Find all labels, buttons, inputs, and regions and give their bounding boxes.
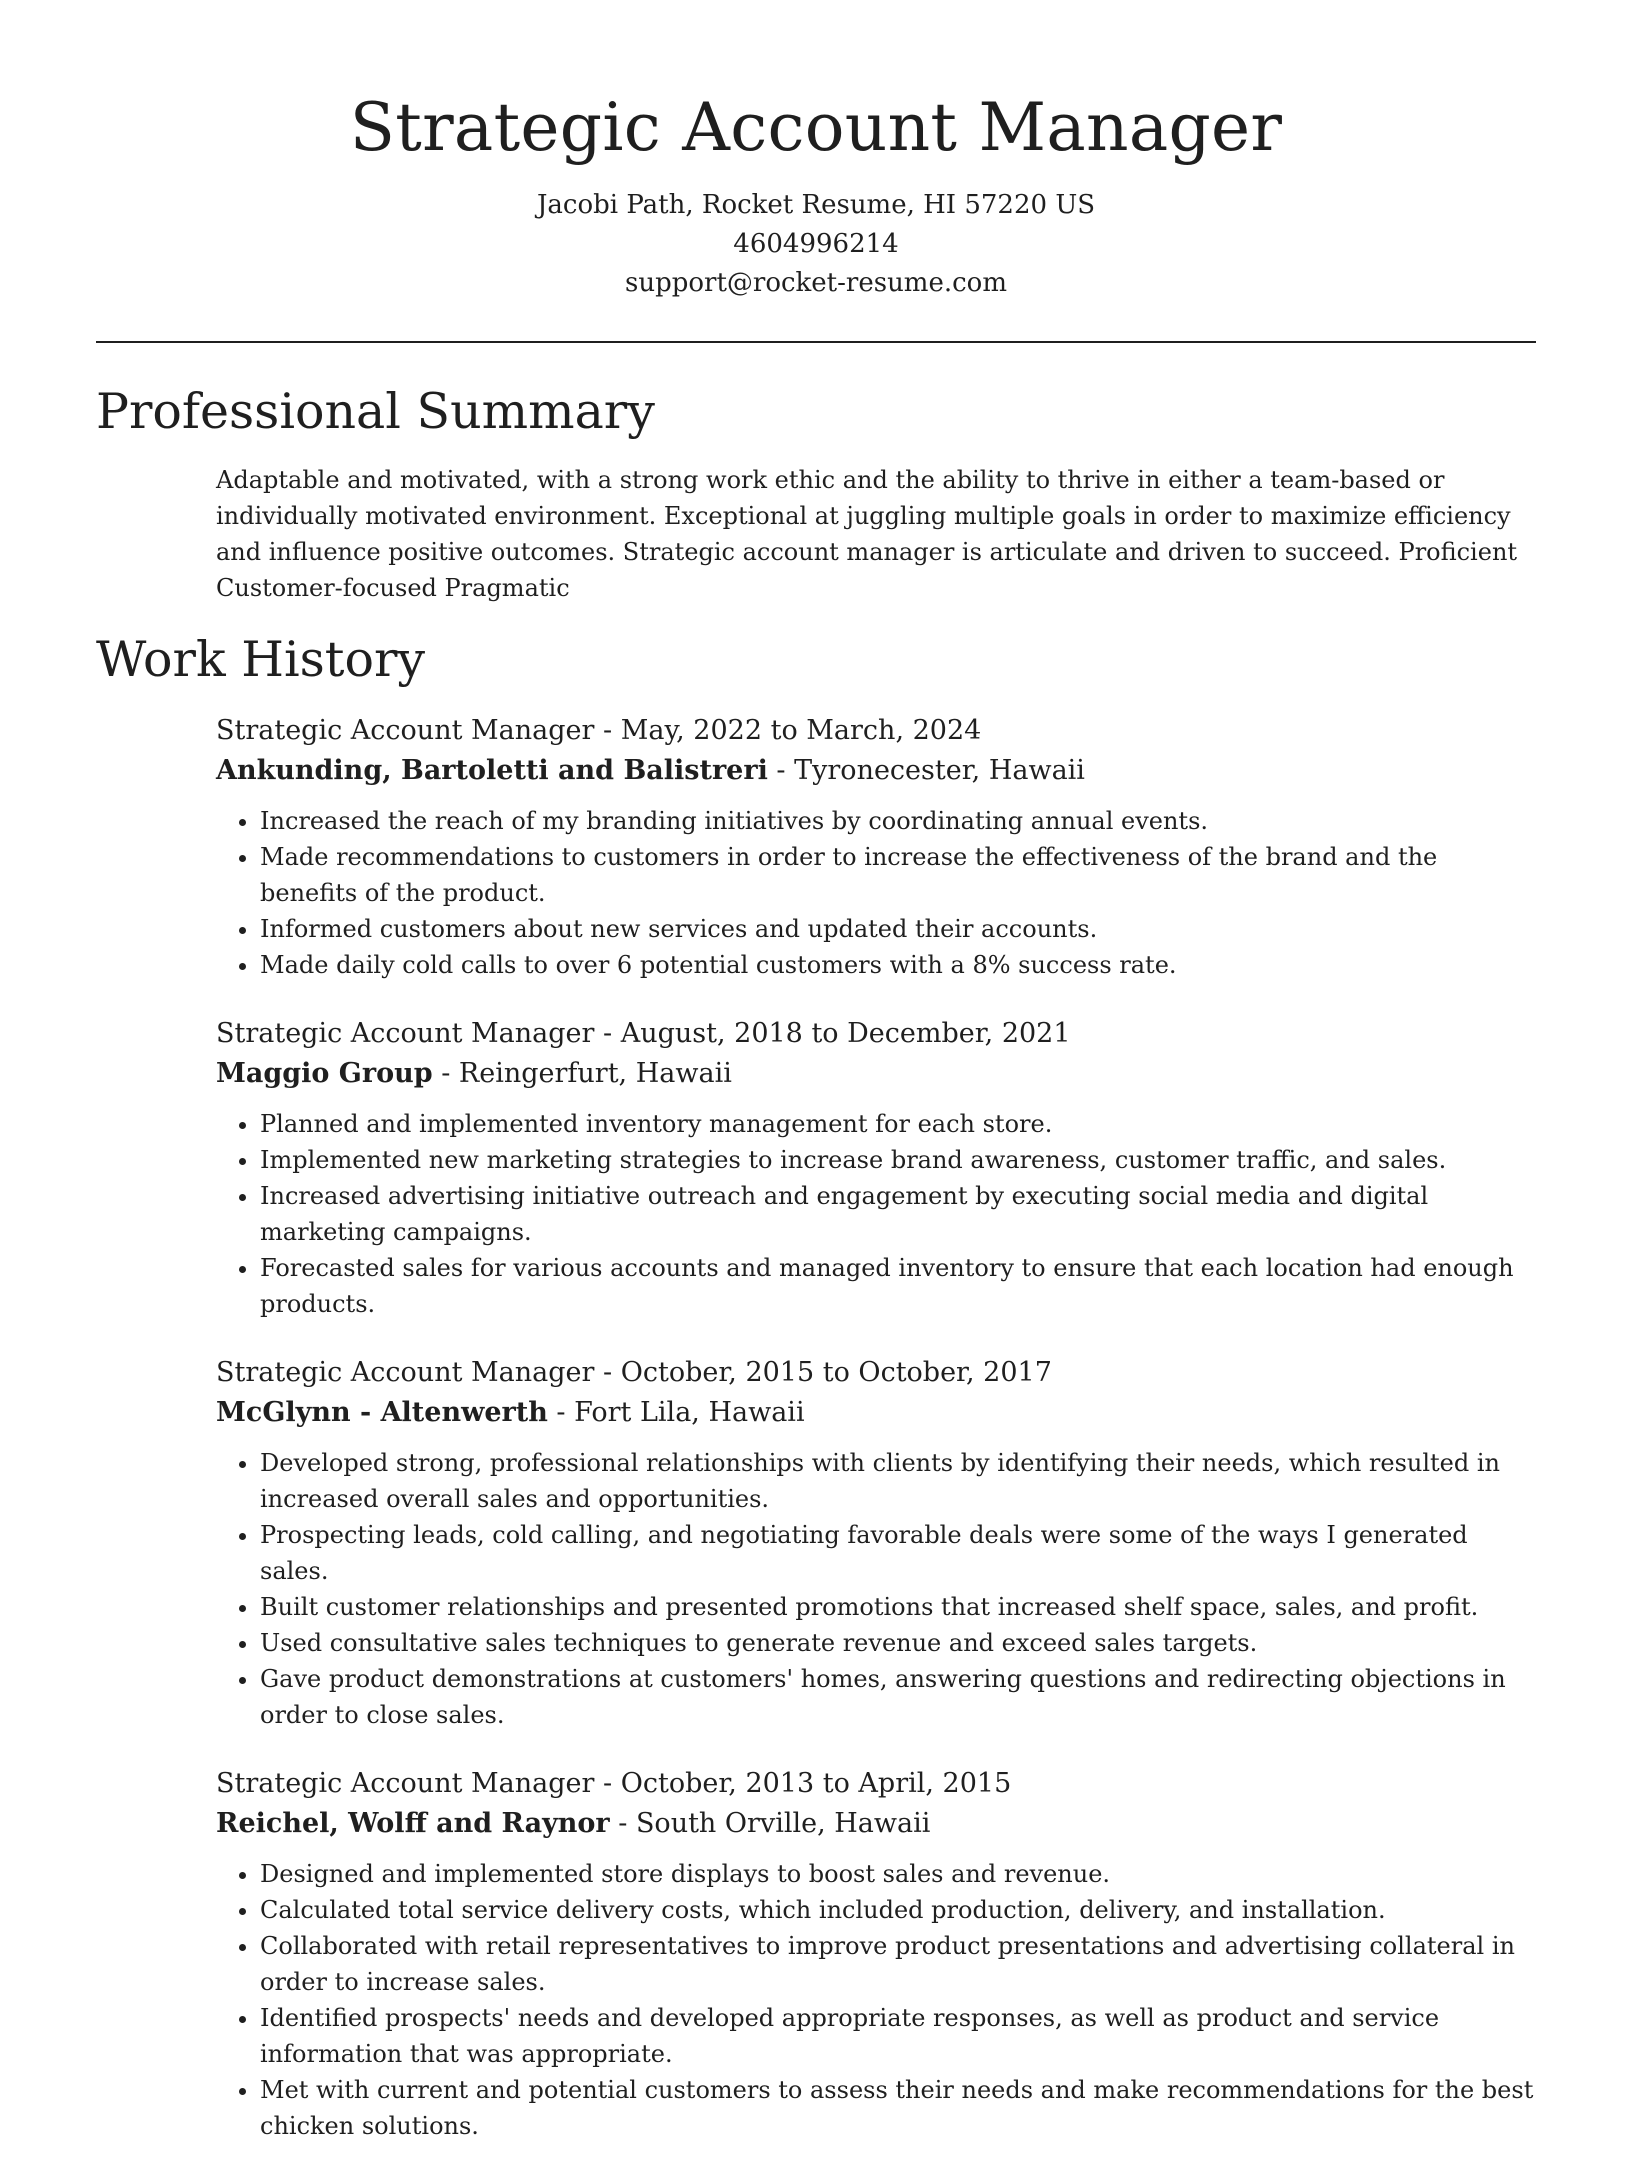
job-bullet-list [216, 803, 1536, 983]
job-bullet-list [216, 1106, 1536, 1322]
job-title: Strategic Account Manager [216, 1357, 595, 1388]
job-bullet: • Met with current and potential customers to assess their needs and make recommendations for the best chicken solutions. [260, 2072, 1536, 2144]
job-bullet-list [216, 1856, 1536, 2144]
job-bullet: • Implemented new marketing strategies to increase brand awareness, customer traffic, and sales. [260, 1142, 1536, 1178]
job-bullet: • Calculated total service delivery costs, which included production, delivery, and installation. [260, 1892, 1536, 1928]
job-company-line [216, 1804, 1536, 1844]
job-bullet: • Prospecting leads, cold calling, and negotiating favorable deals were some of the ways I generated sales. [260, 1517, 1536, 1589]
resume-title: Strategic Account Manager [349, 89, 1283, 166]
job-entry [216, 1764, 1536, 2144]
job-title: Strategic Account Manager [216, 715, 595, 746]
separator: - [767, 755, 795, 786]
job-location: South Orville, Hawaii [635, 1808, 931, 1839]
job-dates: October, 2013 to April, 2015 [620, 1768, 1012, 1799]
job-bullet: • Collaborated with retail representatives to improve product presentations and advertising collateral in order to increase sales. [260, 1928, 1536, 2000]
job-company-line [216, 751, 1536, 791]
work-history-list [216, 711, 1536, 2175]
work-history-heading: Work History [96, 631, 426, 688]
job-bullet: • Developed strong, professional relationships with clients by identifying their needs, which resulted in increased overall sales and opportunities. [260, 1445, 1536, 1517]
job-location: Fort Lila, Hawaii [574, 1397, 805, 1428]
job-title: Strategic Account Manager [216, 1018, 595, 1049]
job-title: Strategic Account Manager [216, 1768, 595, 1799]
job-company: Ankunding, Bartoletti and Balistreri [216, 755, 768, 786]
separator: - [594, 1018, 621, 1049]
contact-block [0, 186, 1632, 303]
job-bullet: • Forecasted sales for various accounts and managed inventory to ensure that each location had enough products. [260, 1250, 1536, 1322]
separator: - [594, 1768, 621, 1799]
job-bullet: • Made daily cold calls to over 6 potential customers with a 8% success rate. [260, 947, 1536, 983]
job-entry [216, 1353, 1536, 1733]
job-bullet: • Identified prospects' needs and developed appropriate responses, as well as product and service information that was appropriate. [260, 2000, 1536, 2072]
header-divider [96, 341, 1536, 343]
job-title-line [216, 1014, 1536, 1054]
job-title-line [216, 711, 1536, 751]
job-company: Maggio Group [216, 1058, 433, 1089]
separator: - [432, 1058, 459, 1089]
summary-heading: Professional Summary [96, 383, 655, 440]
job-location: Tyronecester, Hawaii [794, 755, 1085, 786]
job-bullet: • Designed and implemented store displays to boost sales and revenue. [260, 1856, 1536, 1892]
resume-header [0, 0, 1632, 303]
job-entry [216, 1014, 1536, 1322]
job-company-line [216, 1393, 1536, 1433]
job-title-line [216, 1353, 1536, 1393]
separator: - [594, 715, 621, 746]
job-dates: May, 2022 to March, 2024 [620, 715, 982, 746]
summary-text: Adaptable and motivated, with a strong work ethic and the ability to thrive in either a team-based or individually motivated environment. Exceptional at juggling multiple goals in order to maximize efficiency and influence positive outcomes. Strategic account manager is articulate and driven to succeed. Proficient Customer-focused Pragmatic [216, 466, 1518, 602]
job-company: Reichel, Wolff and Raynor [216, 1808, 610, 1839]
job-bullet: • Used consultative sales techniques to generate revenue and exceed sales targets. [260, 1625, 1536, 1661]
separator: - [594, 1357, 621, 1388]
job-bullet: • Planned and implemented inventory management for each store. [260, 1106, 1536, 1142]
job-bullet: • Informed customers about new services and updated their accounts. [260, 911, 1536, 947]
separator: - [547, 1397, 575, 1428]
job-company-line [216, 1054, 1536, 1094]
job-bullet: • Gave product demonstrations at customers' homes, answering questions and redirecting objections in order to close sales. [260, 1661, 1536, 1733]
job-dates: August, 2018 to December, 2021 [620, 1018, 1071, 1049]
job-bullet: • Made recommendations to customers in order to increase the effectiveness of the brand and the benefits of the product. [260, 839, 1536, 911]
contact-phone: 4604996214 [733, 229, 899, 259]
job-dates: October, 2015 to October, 2017 [620, 1357, 1052, 1388]
job-bullet: • Increased the reach of my branding initiatives by coordinating annual events. [260, 803, 1536, 839]
job-company: McGlynn - Altenwerth [216, 1397, 548, 1428]
job-title-line [216, 1764, 1536, 1804]
job-bullet-list [216, 1445, 1536, 1733]
job-bullet: • Built customer relationships and presented promotions that increased shelf space, sales, and profit. [260, 1589, 1536, 1625]
contact-address: Jacobi Path, Rocket Resume, HI 57220 US [536, 190, 1096, 220]
separator: - [609, 1808, 636, 1839]
job-bullet: • Increased advertising initiative outreach and engagement by executing social media and digital marketing campaigns. [260, 1178, 1536, 1250]
job-entry [216, 711, 1536, 983]
job-location: Reingerfurt, Hawaii [458, 1058, 732, 1089]
contact-email: support@rocket-resume.com [624, 268, 1007, 298]
